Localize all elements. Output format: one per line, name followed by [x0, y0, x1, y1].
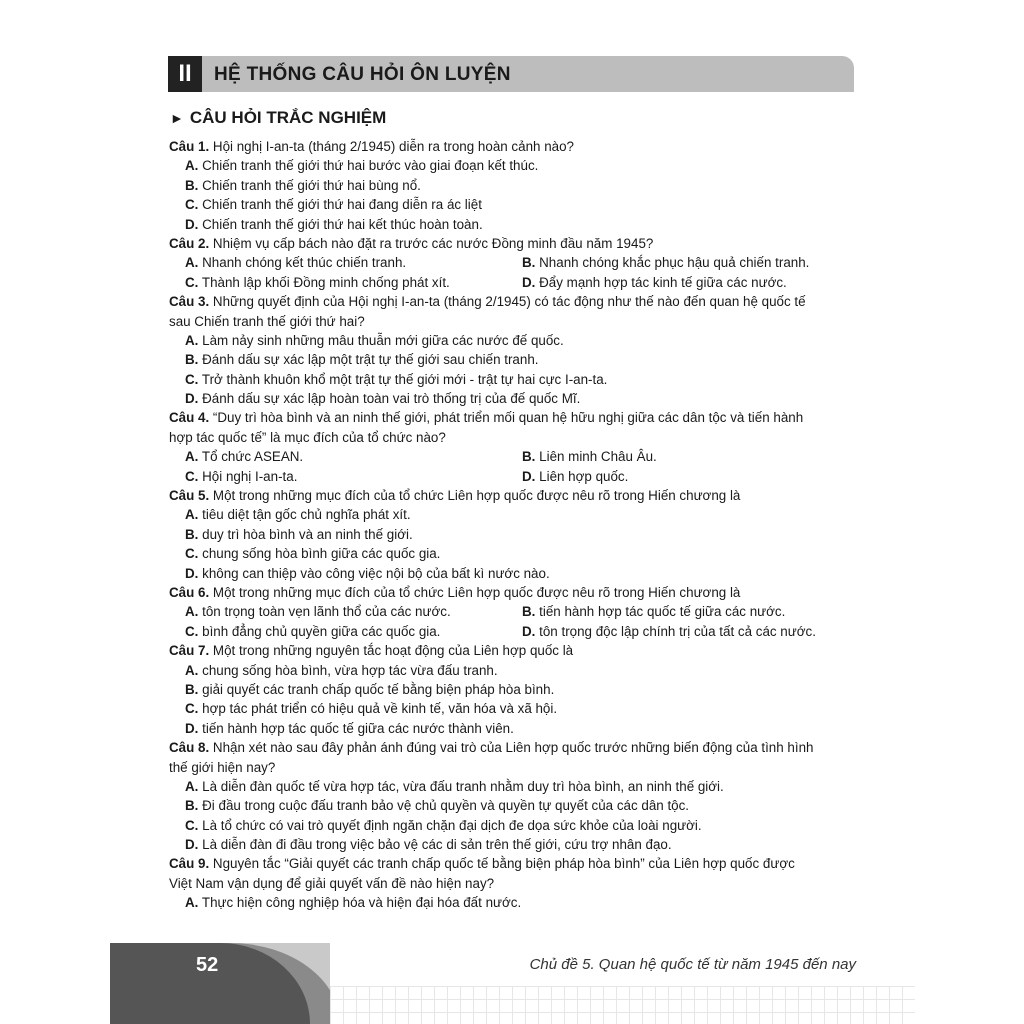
option-row — [169, 253, 859, 272]
option: B. tiến hành hợp tác quốc tế giữa các nước. — [522, 604, 786, 620]
option: C. Là tổ chức có vai trò quyết định ngăn chặn đại dịch đe dọa sức khỏe của loài người. — [185, 817, 702, 833]
question-9: Câu 9. Nguyên tắc “Giải quyết các tranh chấp quốc tế bằng biện pháp hòa bình” của Liên hợp quốc được — [169, 856, 795, 872]
question-list — [169, 137, 859, 913]
option: C. bình đẳng chủ quyền giữa các quốc gia. — [185, 623, 441, 639]
option: C. hợp tác phát triển có hiệu quả về kinh tế, văn hóa và xã hội. — [185, 701, 558, 717]
section-title: HỆ THỐNG CÂU HỎI ÔN LUYỆN — [214, 64, 511, 85]
question-3: Câu 3. Những quyết định của Hội nghị I-an-ta (tháng 2/1945) có tác động như thế nào đến quan hệ quốc tế — [169, 294, 806, 310]
option: D. Đánh dấu sự xác lập hoàn toàn vai trò thống trị của đế quốc Mĩ. — [185, 391, 581, 407]
option: B. Liên minh Châu Âu. — [522, 449, 657, 465]
option: A. chung sống hòa bình, vừa hợp tác vừa đấu tranh. — [185, 662, 498, 678]
subheading — [170, 108, 386, 128]
option: A. Là diễn đàn quốc tế vừa hợp tác, vừa đấu tranh nhằm duy trì hòa bình, an ninh thế giới. — [185, 778, 724, 794]
option: C. Thành lập khối Đồng minh chống phát xít. — [185, 274, 450, 290]
option: C. Chiến tranh thế giới thứ hai đang diễn ra ác liệt — [185, 197, 482, 213]
question-6: Câu 6. Một trong những mục đích của tổ chức Liên hợp quốc được nêu rõ trong Hiến chương là — [169, 584, 741, 600]
option-row — [169, 447, 859, 466]
running-title: Chủ đề 5. Quan hệ quốc tế từ năm 1945 đến nay — [529, 956, 856, 973]
arrow-right-icon: ► — [170, 110, 184, 126]
option: C. Trở thành khuôn khổ một trật tự thế giới mới - trật tự hai cực I-an-ta. — [185, 371, 608, 387]
option: C. Hội nghị I-an-ta. — [185, 468, 298, 484]
question-4: Câu 4. “Duy trì hòa bình và an ninh thế giới, phát triển mối quan hệ hữu nghị giữa các dân tộc và tiến hành — [169, 410, 804, 426]
option: B. duy trì hòa bình và an ninh thế giới. — [185, 526, 413, 542]
question-continuation: hợp tác quốc tế” là mục đích của tổ chức nào? — [169, 429, 446, 445]
option: A. Chiến tranh thế giới thứ hai bước vào giai đoạn kết thúc. — [185, 158, 539, 174]
option: A. Làm nảy sinh những mâu thuẫn mới giữa các nước đế quốc. — [185, 332, 564, 348]
question-5: Câu 5. Một trong những mục đích của tổ chức Liên hợp quốc được nêu rõ trong Hiến chương là — [169, 488, 741, 504]
section-header-bar — [168, 56, 854, 92]
option: D. Đẩy mạnh hợp tác kinh tế giữa các nước. — [522, 274, 787, 290]
question-2: Câu 2. Nhiệm vụ cấp bách nào đặt ra trước các nước Đồng minh đầu năm 1945? — [169, 235, 654, 251]
question-1: Câu 1. Hội nghị I-an-ta (tháng 2/1945) diễn ra trong hoàn cảnh nào? — [169, 139, 574, 154]
option-row — [169, 622, 859, 641]
question-7: Câu 7. Một trong những nguyên tắc hoạt động của Liên hợp quốc là — [169, 643, 574, 659]
subheading-title: CÂU HỎI TRẮC NGHIỆM — [189, 108, 387, 127]
option: B. Chiến tranh thế giới thứ hai bùng nổ. — [185, 177, 421, 193]
option: A. Thực hiện công nghiệp hóa và hiện đại hóa đất nước. — [185, 895, 522, 911]
option-row — [169, 602, 859, 621]
option: B. Đi đầu trong cuộc đấu tranh bảo vệ chủ quyền và quyền tự quyết của các dân tộc. — [185, 798, 690, 814]
option: C. chung sống hòa bình giữa các quốc gia. — [185, 546, 441, 562]
question-8: Câu 8. Nhận xét nào sau đây phản ánh đúng vai trò của Liên hợp quốc trước những biến động của tình hình — [169, 740, 814, 756]
option: A. Nhanh chóng kết thúc chiến tranh. — [185, 255, 407, 271]
question-continuation: sau Chiến tranh thế giới thứ hai? — [169, 313, 365, 329]
option: D. Là diễn đàn đi đầu trong việc bảo vệ các di sản trên thế giới, cứu trợ nhân đạo. — [185, 837, 672, 853]
option: B. Đánh dấu sự xác lập một trật tự thế giới sau chiến tranh. — [185, 352, 539, 368]
option: D. Chiến tranh thế giới thứ hai kết thúc hoàn toàn. — [185, 216, 483, 232]
option: D. tôn trọng độc lập chính trị của tất cả các nước. — [522, 623, 816, 639]
question-continuation: Việt Nam vận dụng để giải quyết vấn đề nào hiện nay? — [169, 875, 495, 891]
option: A. Tổ chức ASEAN. — [185, 449, 304, 465]
option: B. giải quyết các tranh chấp quốc tế bằng biện pháp hòa bình. — [185, 681, 555, 697]
option: A. tiêu diệt tận gốc chủ nghĩa phát xít. — [185, 507, 411, 523]
section-number: II — [168, 56, 202, 92]
question-continuation: thế giới hiện nay? — [169, 759, 276, 775]
option: D. tiến hành hợp tác quốc tế giữa các nước thành viên. — [185, 720, 514, 736]
page-number: 52 — [196, 954, 219, 976]
footer-grid-pattern — [330, 986, 915, 1024]
option: D. không can thiệp vào công việc nội bộ của bất kì nước nào. — [185, 565, 550, 581]
option: A. tôn trọng toàn vẹn lãnh thổ của các nước. — [185, 604, 451, 620]
option-row — [169, 467, 859, 486]
option: B. Nhanh chóng khắc phục hậu quả chiến tranh. — [522, 255, 810, 271]
option-row — [169, 273, 859, 292]
option: D. Liên hợp quốc. — [522, 468, 629, 484]
